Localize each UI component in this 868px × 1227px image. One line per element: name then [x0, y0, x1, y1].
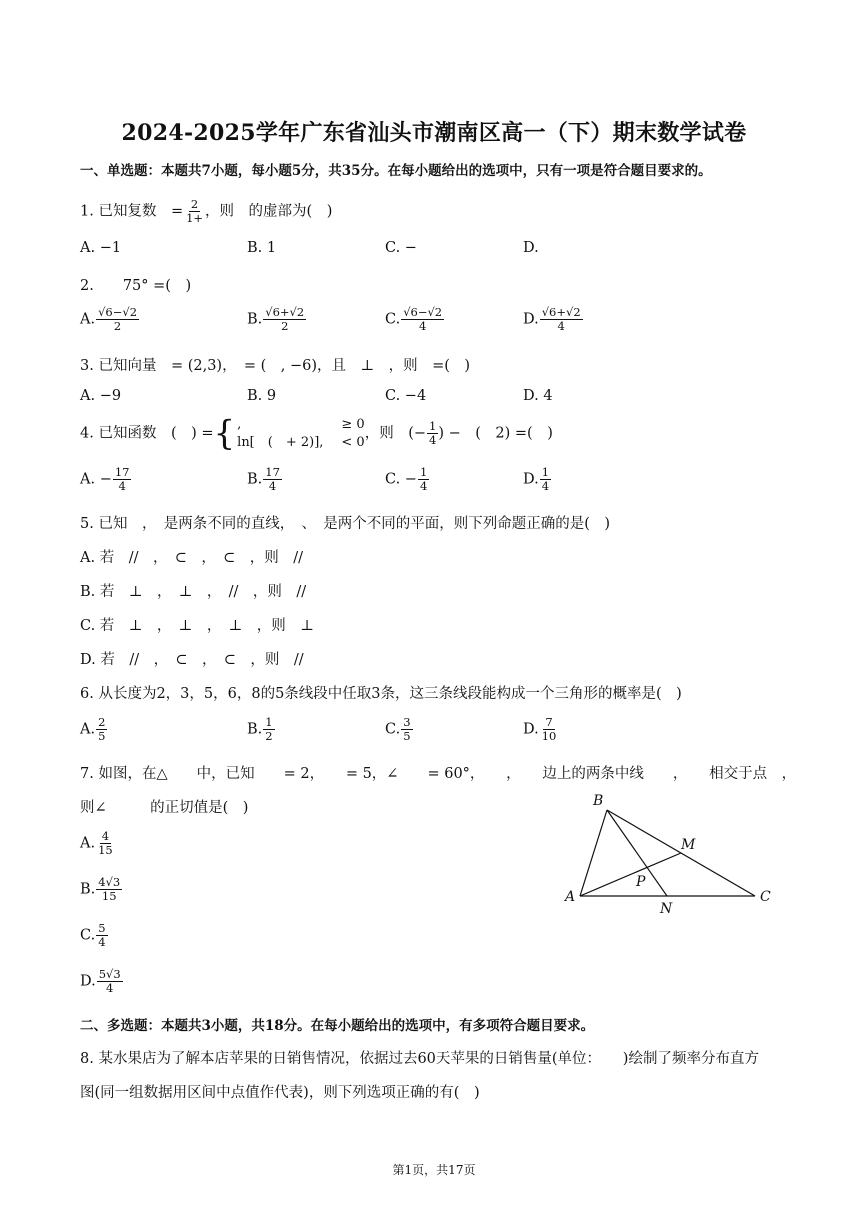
q4-case-2: ln[ ( + 2)],	[237, 434, 324, 450]
exam-title: 2024-2025学年广东省汕头市潮南区高一（下）期末数学试卷	[121, 120, 747, 146]
q6-option-d-label: D.	[523, 721, 539, 738]
q2-option-c-fraction	[401, 306, 444, 333]
q4-option-c-fraction	[418, 466, 429, 493]
q2-option-a	[80, 306, 139, 333]
question-8-line-1: 8. 某水果店为了解本店苹果的日销售情况，依据过去60天苹果的日销售量(单位： )绘制了频率分布直方	[80, 1051, 759, 1067]
q7-option-b	[80, 876, 122, 903]
q7-option-a-label: A.	[80, 835, 96, 852]
q2-option-d-fraction	[540, 306, 583, 333]
question-2-stem: 2. 75° =( )	[80, 278, 192, 294]
section-heading-single-choice: 一、单选题：本题共7小题，每小题5分，共35分。在每小题给出的选项中，只有一项是符合题目要求的。	[80, 163, 712, 179]
q5-option-a: A. 若 // ， ⊂ ， ⊂ ，则 //	[80, 550, 304, 566]
q4-case-1: ,	[237, 417, 242, 432]
q6-d-den: 10	[541, 729, 557, 744]
q4-stem-c: ) − ( 2) =( )	[438, 425, 553, 442]
q7-option-c-label: C.	[80, 927, 96, 944]
q7-option-b-fraction	[96, 876, 122, 903]
q4-option-d-label: D.	[523, 471, 539, 488]
q1-frac-num: 2	[190, 197, 199, 211]
question-7-line-2: 则∠ 的正切值是( )	[80, 800, 249, 816]
question-1-stem	[80, 198, 332, 225]
q4-a-num: 17	[114, 465, 130, 479]
q1-option-d: D.	[523, 240, 539, 256]
q4-option-c-label: C. −	[385, 471, 417, 488]
q6-option-c	[385, 716, 413, 743]
q2-option-c	[385, 306, 444, 333]
q4-d-num: 1	[541, 465, 550, 479]
median-am	[580, 853, 681, 896]
q6-option-b-label: B.	[247, 721, 263, 738]
q7-c-num: 5	[98, 921, 106, 935]
q7-option-c-fraction	[96, 922, 107, 949]
q2-option-a-label: A.	[80, 311, 96, 328]
q4-left-brace: {	[213, 413, 236, 454]
q4-cond-1: ≥ 0	[341, 417, 365, 432]
q7-option-d-label: D.	[80, 973, 96, 990]
point-label-p: P	[636, 874, 646, 890]
q4-b-num: 17	[265, 465, 280, 479]
q2-d-den: 4	[557, 319, 565, 334]
vertex-label-c: C	[760, 889, 771, 905]
vertex-label-a: A	[565, 889, 576, 905]
q7-c-den: 4	[98, 935, 106, 950]
q1-frac-den: 1+	[186, 211, 204, 226]
q1-fraction	[184, 198, 205, 225]
question-7-line-1: 7. 如图，在△ 中，已知 = 2， = 5，∠ = 60°， ， 边上的两条中线 ， 相交于点 ，	[80, 766, 797, 782]
q7-d-num: 5√3	[98, 967, 121, 981]
q4-piecewise-conditions	[341, 416, 364, 451]
q6-option-c-label: C.	[385, 721, 401, 738]
triangle-figure	[555, 790, 790, 920]
q6-a-num: 2	[98, 715, 106, 729]
q4-option-b-fraction	[263, 466, 282, 493]
q4-fraction	[427, 420, 438, 447]
q2-b-den: 2	[281, 319, 289, 334]
q4-stem-b: ，则 (−	[364, 425, 427, 442]
question-6-stem: 6. 从长度为2，3，5，6，8的5条线段中任取3条，这三条线段能构成一个三角形的概率是( )	[80, 686, 682, 702]
q4-c-num: 1	[419, 465, 428, 479]
q2-option-c-label: C.	[385, 311, 401, 328]
q6-option-c-fraction	[401, 716, 412, 743]
q6-option-d-fraction	[540, 716, 559, 743]
q4-b-den: 4	[268, 479, 277, 494]
q6-c-den: 5	[403, 729, 411, 744]
q7-option-a-fraction	[96, 830, 115, 857]
q7-b-num: 4√3	[98, 875, 121, 889]
question-4-stem	[80, 413, 553, 454]
q6-b-num: 1	[265, 715, 273, 729]
q7-b-den: 15	[101, 889, 117, 904]
q6-option-b	[247, 716, 275, 743]
question-8-line-2: 图(同一组数据用区间中点值作代表)，则下列选项正确的有( )	[80, 1085, 480, 1101]
q4-frac-num: 1	[429, 418, 437, 433]
q4-c-den: 4	[419, 479, 428, 494]
q2-b-num: √6+√2	[265, 305, 305, 319]
q1-stem-b: ，则 的虚部为( )	[205, 203, 333, 220]
q5-option-c: C. 若 ⊥ ， ⊥ ， ⊥ ，则 ⊥	[80, 618, 314, 634]
q4-option-b-label: B.	[247, 471, 263, 488]
q2-option-a-fraction	[96, 306, 139, 333]
q4-option-a	[80, 466, 131, 493]
point-label-m: M	[681, 837, 696, 853]
q6-a-den: 5	[98, 729, 106, 744]
q4-option-d	[523, 466, 551, 493]
q3-option-a: A. −9	[80, 388, 122, 404]
q4-option-a-fraction	[113, 466, 132, 493]
section-heading-multi-choice: 二、多选题：本题共3小题，共18分。在每小题给出的选项中，有多项符合题目要求。	[80, 1018, 595, 1034]
q3-option-b: B. 9	[247, 388, 277, 404]
q2-a-num: √6−√2	[98, 305, 138, 319]
q6-d-num: 7	[545, 715, 553, 729]
q7-d-den: 4	[106, 981, 114, 996]
q2-c-num: √6−√2	[403, 305, 443, 319]
q4-frac-den: 4	[429, 433, 437, 448]
q4-piecewise-cases	[237, 416, 323, 451]
q7-option-b-label: B.	[80, 881, 96, 898]
q2-a-den: 2	[113, 319, 122, 334]
q4-d-den: 4	[541, 479, 550, 494]
point-label-n: N	[660, 901, 673, 917]
q6-c-num: 3	[403, 715, 411, 729]
q2-option-b	[247, 306, 306, 333]
q2-option-d-label: D.	[523, 311, 539, 328]
q4-option-a-label: A. −	[80, 471, 112, 488]
q7-option-d-fraction	[97, 968, 123, 995]
q2-c-den: 4	[418, 319, 427, 334]
q3-option-d: D. 4	[523, 388, 553, 404]
vertex-label-b: B	[593, 793, 604, 809]
q2-option-d	[523, 306, 583, 333]
q4-cond-2: < 0	[341, 434, 365, 450]
q3-option-c: C. −4	[385, 388, 427, 404]
q6-option-a-label: A.	[80, 721, 96, 738]
segment-ab	[580, 810, 607, 896]
q4-stem-a: 4. 已知函数 ( ) =	[80, 425, 214, 442]
q2-d-num: √6+√2	[541, 305, 581, 319]
q5-option-d: D. 若 // ， ⊂ ， ⊂ ，则 //	[80, 652, 304, 668]
q7-option-d	[80, 968, 123, 995]
q7-option-c	[80, 922, 108, 949]
q2-option-b-fraction	[263, 306, 306, 333]
q1-stem-a: 1. 已知复数 =	[80, 203, 184, 220]
q1-option-c: C. −	[385, 240, 417, 256]
q6-b-den: 2	[265, 729, 273, 744]
q2-option-b-label: B.	[247, 311, 263, 328]
q4-option-d-fraction	[540, 466, 551, 493]
q6-option-b-fraction	[263, 716, 274, 743]
q7-a-num: 4	[101, 829, 110, 843]
q6-option-a-fraction	[96, 716, 107, 743]
q7-a-den: 15	[98, 843, 113, 858]
question-5-stem: 5. 已知 ， 是两条不同的直线， 、 是两个不同的平面，则下列命题正确的是( )	[80, 516, 611, 532]
question-3-stem: 3. 已知向量 = (2,3)， = ( , −6)，且 ⊥ ，则 =( )	[80, 358, 471, 374]
q4-a-den: 4	[118, 479, 126, 494]
q4-option-b	[247, 466, 282, 493]
q6-option-a	[80, 716, 107, 743]
q6-option-d	[523, 716, 558, 743]
q4-option-c	[385, 466, 429, 493]
q1-option-a: A. −1	[80, 240, 122, 256]
q7-option-a	[80, 830, 115, 857]
page-footer: 第1页，共17页	[392, 1163, 476, 1177]
q1-option-b: B. 1	[247, 240, 277, 256]
q5-option-b: B. 若 ⊥ ， ⊥ ， // ，则 //	[80, 584, 307, 600]
